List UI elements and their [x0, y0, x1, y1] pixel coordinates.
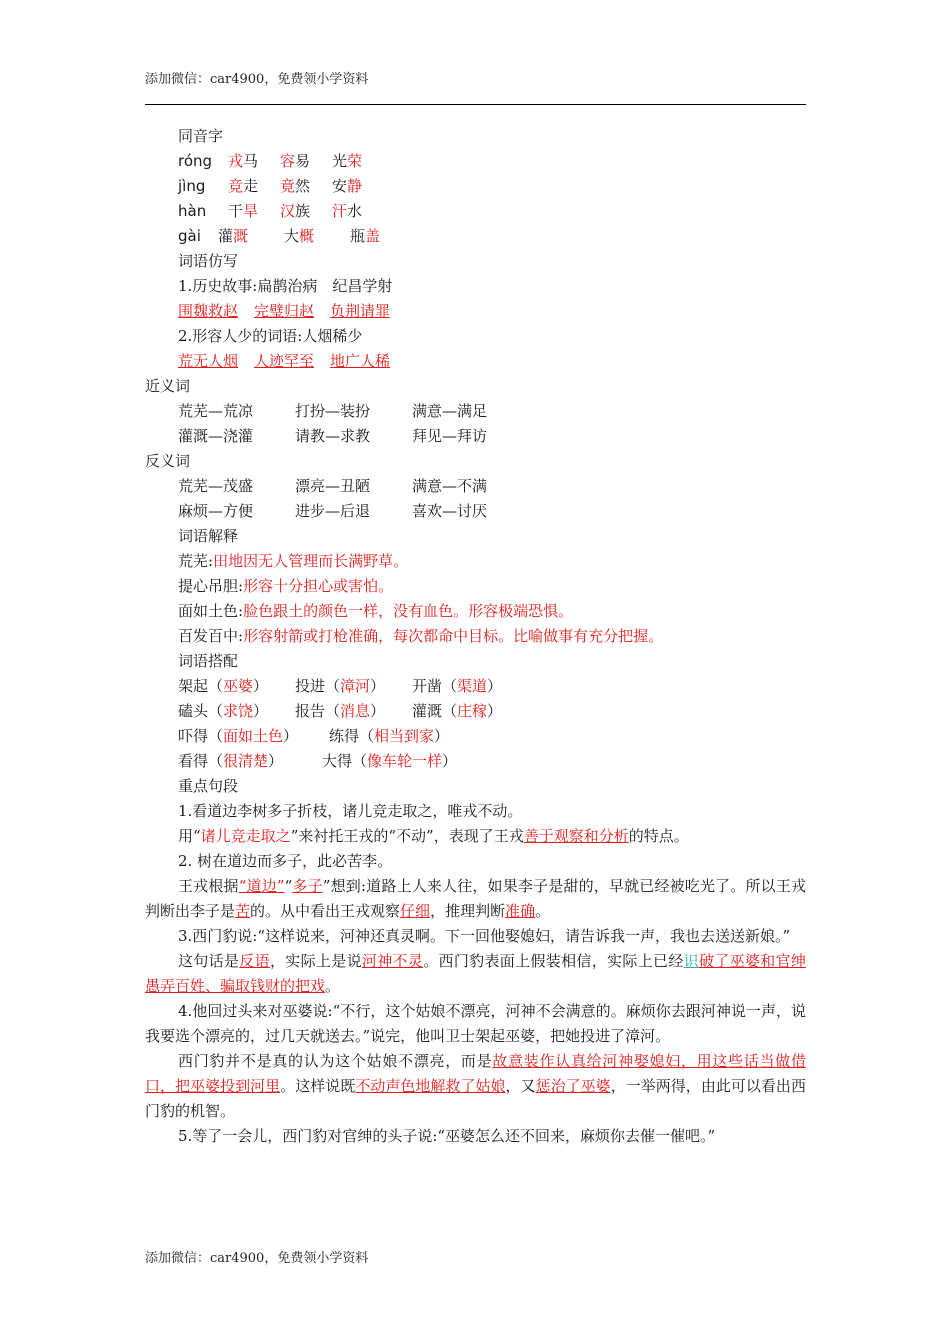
collocation-row: 看得（很清楚） 大得（像车轮一样）: [178, 752, 458, 770]
antonym-row: 荒芜—茂盛 漂亮—丑陋 满意—不满: [178, 477, 488, 495]
key-question-3: 3.西门豹说:“这样说来，河神还真灵啊。下一回他娶媳妇，请告诉我一声，我也去送送新娘。”: [178, 927, 791, 945]
homophone-row: hàn 干旱 汉族 汗水: [178, 202, 363, 220]
key-question-5: 5.等了一会儿，西门豹对官绅的头子说:“巫婆怎么还不回来，麻烦你去催一催吧。”: [178, 1127, 716, 1145]
synonym-row: 荒芜—荒凉 打扮—装扮 满意—满足: [178, 402, 488, 420]
explanations-title: 词语解释: [178, 527, 239, 545]
explanation-item: 荒芜:田地因无人管理而长满野草。: [178, 552, 409, 570]
explanation-item: 面如土色:脸色跟土的颜色一样，没有血色。形容极端恐惧。: [178, 602, 574, 620]
imitation-title: 词语仿写: [178, 252, 239, 270]
key-question-1: 1.看道边李树多子折枝，诸儿竞走取之，唯戎不动。: [178, 802, 523, 820]
header-rule: [145, 104, 806, 105]
key-answer-4: 西门豹并不是真的认为这个姑娘不漂亮，而是故意装作认真给河神娶媳妇，用这些话当做借口，把巫婆投到河里。这样说既不动声色地解救了姑娘，又惩治了巫婆，一举两得，由此可以看出西门豹的机智。: [145, 1052, 806, 1120]
imitation-item-1: 1.历史故事:扁鹊治病 纪昌学射: [178, 277, 393, 295]
imitation-answers-2: 荒无人烟 人迹罕至 地广人稀: [178, 352, 391, 370]
collocation-row: 架起（巫婆） 投进（漳河） 开凿（渠道）: [178, 677, 503, 695]
collocation-row: 吓得（面如土色） 练得（相当到家）: [178, 727, 450, 745]
page-header: 添加微信：car4900，免费领小学资料: [145, 72, 369, 87]
document-body: [145, 124, 806, 1149]
page-footer: 添加微信：car4900，免费领小学资料: [145, 1251, 369, 1266]
key-question-2: 2. 树在道边而多子，此必苦李。: [178, 852, 393, 870]
key-answer-1: 用“诸儿竞走取之”来衬托王戎的“不动”，表现了王戎善于观察和分析的特点。: [178, 827, 689, 845]
explanation-item: 百发百中:形容射箭或打枪准确，每次都命中目标。比喻做事有充分把握。: [178, 627, 664, 645]
key-title: 重点句段: [178, 777, 239, 795]
homophone-row: róng 戎马 容易 光荣: [178, 152, 363, 170]
homophone-row: gài 灌溉 大概 瓶盖: [178, 227, 381, 245]
synonym-row: 灌溉—浇灌 请教—求教 拜见—拜访: [178, 427, 488, 445]
explanation-item: 提心吊胆:形容十分担心或害怕。: [178, 577, 394, 595]
imitation-item-2: 2.形容人少的词语:人烟稀少: [178, 327, 363, 345]
homophones-title: 同音字: [178, 127, 224, 145]
homophone-row: jìng 竞走 竟然 安静: [178, 177, 363, 195]
key-answer-3: 这句话是反语，实际上是说河神不灵。西门豹表面上假装相信，实际上已经识破了巫婆和官绅愚弄百姓、骗取钱财的把戏。: [145, 952, 806, 995]
imitation-answers-1: 围魏救赵 完璧归赵 负荆请罪: [178, 302, 391, 320]
key-question-4: 4.他回过头来对巫婆说:“不行，这个姑娘不漂亮，河神不会满意的。麻烦你去跟河神说一声，说我要选个漂亮的，过几天就送去。”说完，他叫卫士架起巫婆，把她投进了漳河。: [145, 1002, 806, 1045]
key-answer-2: 王戎根据“道边”“多子”想到:道路上人来人往，如果李子是甜的，早就已经被吃光了。所以王戎判断出李子是苦的。从中看出王戎观察仔细，推理判断准确。: [145, 877, 806, 920]
antonyms-title: 反义词: [145, 452, 191, 470]
antonym-row: 麻烦—方便 进步—后退 喜欢—讨厌: [178, 502, 488, 520]
collocation-row: 磕头（求饶） 报告（消息） 灌溉（庄稼）: [178, 702, 503, 720]
collocations-title: 词语搭配: [178, 652, 239, 670]
synonyms-title: 近义词: [145, 377, 191, 395]
